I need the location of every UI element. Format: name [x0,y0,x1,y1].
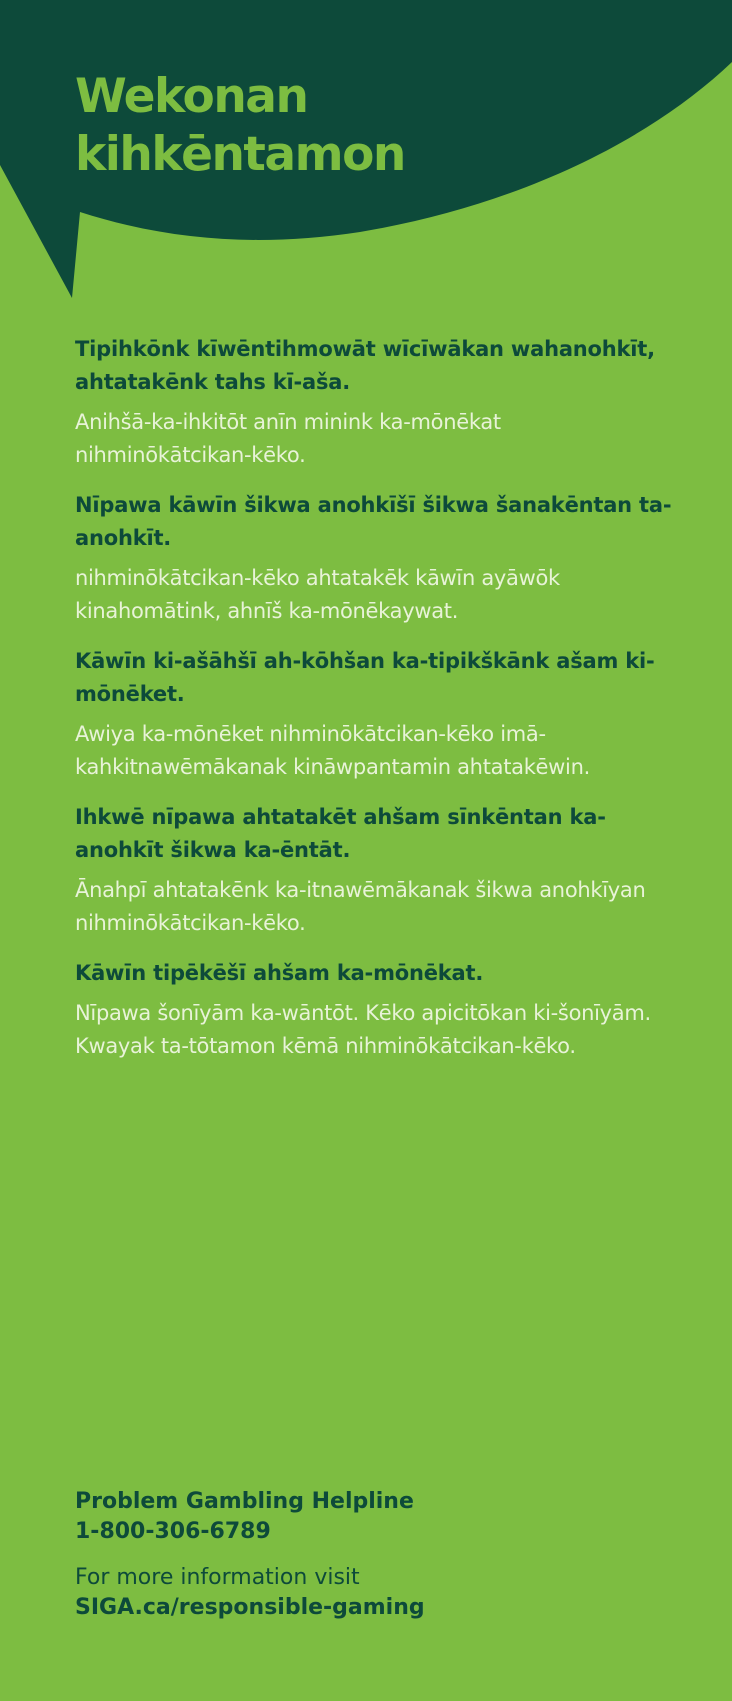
tip-body: Awiya ka-mōnēket nihminōkātcikan-kēko imā-kahkitnawēmākanak kināwpantamin ahtatakēwin. [75,722,590,779]
helpline-number[interactable]: 1-800-306-6789 [75,1519,271,1544]
tip-item [75,333,675,472]
title-line-1: Wekonan [75,69,308,124]
more-info-text: For more information visit [75,1565,360,1590]
footer-contact [75,1487,675,1623]
tip-item [75,801,675,940]
tip-heading: Nīpawa kāwīn šikwa anohkīšī šikwa šanakēntan ta-anohkīt. [75,493,672,550]
helpline-label: Problem Gambling Helpline [75,1489,414,1514]
tip-item [75,489,675,628]
tip-item [75,957,675,1063]
tip-heading: Ihkwē nīpawa ahtatakēt ahšam sīnkēntan ka-anohkīt šikwa ka-ēntāt. [75,805,606,862]
tip-body: nihminōkātcikan-kēko ahtatakēk kāwīn ayāwōk kinahomātink, ahnīš ka-mōnēkaywat. [75,566,560,623]
title-line-2: kihkēntamon [75,127,405,182]
tip-heading: Kāwīn ki-ašāhšī ah-kōhšan ka-tipikškānk ašam ki-mōnēket. [75,649,655,706]
tip-heading: Kāwīn tipēkēšī ahšam ka-mōnēkat. [75,961,484,985]
tips-list [75,333,675,1080]
page-title [75,68,405,184]
tip-body: Anihšā-ka-ihkitōt anīn minink ka-mōnēkat nihminōkātcikan-kēko. [75,410,501,467]
tip-body: Ānahpī ahtatakēnk ka-itnawēmākanak šikwa anohkīyan nihminōkātcikan-kēko. [75,878,646,935]
tip-heading: Tipihkōnk kīwēntihmowāt wīcīwākan wahanohkīt, ahtatakēnk tahs kī-aša. [75,337,655,394]
tip-item [75,645,675,784]
website-link[interactable]: SIGA.ca/responsible-gaming [75,1595,425,1620]
tip-body: Nīpawa šonīyām ka-wāntōt. Kēko apicitōkan ki-šonīyām. Kwayak ta-tōtamon kēmā nihminōkātcikan-kēko. [75,1001,651,1058]
